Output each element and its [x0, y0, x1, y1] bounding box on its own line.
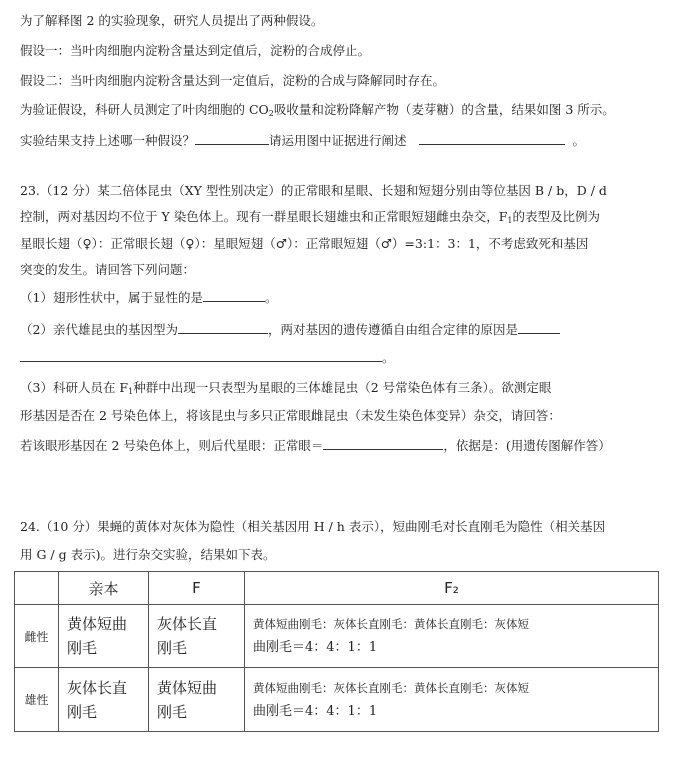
question-text: 实验结果支持上述哪一种假设？ — [20, 133, 196, 148]
hypothesis-one: 假设一：当叶肉细胞内淀粉含量达到定值后，淀粉的合成停止。 — [20, 43, 371, 58]
hypothesis-two: 假设二：当叶肉细胞内淀粉含量达到一定值后，淀粉的合成与降解同时存在。 — [20, 73, 446, 88]
cell-line: 黄体短曲刚毛：灰体长直刚毛：黄体长直刚毛：灰体短 — [253, 680, 529, 695]
table-row — [15, 668, 659, 732]
q24-stem-line2: 用 G / g 表示)。进行杂交实验，结果如下表。 — [20, 547, 276, 562]
q23-part1 — [20, 288, 277, 306]
answer-blank-evidence[interactable] — [419, 131, 565, 145]
cell-parent — [59, 668, 149, 732]
table-header-row — [15, 572, 659, 605]
q23-stem-line2 — [20, 209, 600, 229]
cell-line: 刚毛 — [157, 639, 188, 657]
header-sex — [15, 572, 59, 605]
answer-blank-reason-continued[interactable] — [20, 348, 382, 362]
table-row — [15, 605, 659, 668]
cell-line: 黄体短曲 — [157, 678, 218, 697]
answer-blank-ratio[interactable] — [323, 436, 443, 450]
q23-part3-post: 种群中出现一只表型为星眼的三体雄昆虫（2 号常染色体有三条）。欲测定眼 — [133, 380, 552, 395]
cell-line: 刚毛 — [67, 702, 98, 721]
cell-line: 黄体短曲 — [67, 615, 128, 633]
cell-parent — [59, 605, 149, 668]
q23-part2-text: （2）亲代雄昆虫的基因型为 — [20, 322, 178, 337]
row-sex-female: 雌性 — [15, 605, 59, 668]
cross-results-table — [14, 571, 659, 732]
row-sex-male: 雄性 — [15, 668, 59, 732]
period: 。 — [264, 290, 278, 305]
period: 。 — [382, 350, 395, 365]
header-f1: F — [149, 572, 245, 605]
cell-line: 灰体长直 — [157, 615, 218, 633]
q23-part3-basis-text: ，依据是：(用遗传图解作答） — [443, 438, 611, 453]
q23-part3-ratio-text: 若该眼形基因在 2 号染色体上，则后代星眼：正常眼＝ — [20, 438, 324, 453]
answer-blank-genotype[interactable] — [178, 320, 268, 334]
cell-line: 刚毛 — [157, 702, 188, 721]
cell-line: 刚毛 — [67, 639, 98, 657]
cell-line: 黄体短曲刚毛：灰体长直刚毛：黄体长直刚毛：灰体短 — [253, 617, 529, 631]
q23-part2-reason-text: ，两对基因的遗传遵循自由组合定律的原因是 — [267, 322, 518, 337]
header-parent: 亲本 — [59, 572, 149, 605]
question-line — [20, 131, 585, 149]
intro-line: 为了解释图 2 的实验现象，研究人员提出了两种假设。 — [20, 13, 324, 28]
cell-f1 — [149, 605, 245, 668]
q23-part3-line3 — [20, 436, 611, 454]
q24-stem-line1: 24.（10 分）果蝇的黄体对灰体为隐性（相关基因用 H / h 表示），短曲刚毛对长直刚毛为隐性（相关基因 — [20, 519, 606, 534]
question-instruction: 请运用图中证据进行阐述 — [269, 133, 407, 148]
f1-subscript: 1 — [128, 387, 134, 396]
period: 。 — [572, 133, 586, 148]
verify-text-pre: 为验证假设，科研人员测定了叶肉细胞的 CO — [20, 102, 269, 117]
q23-part2-continuation — [20, 348, 395, 366]
answer-blank-hypothesis[interactable] — [195, 131, 269, 145]
cell-f1 — [149, 668, 245, 732]
q23-stem-line2-post: 的表型及比例为 — [512, 209, 600, 224]
verify-text-post: 吸收量和淀粉降解产物（麦芽糖）的含量，结果如图 3 所示。 — [273, 102, 615, 117]
q23-part3-pre: （3）科研人员在 F — [20, 380, 129, 395]
q23-part1-text: （1）翅形性状中，属于显性的是 — [20, 290, 203, 305]
q23-part3-line1 — [20, 380, 551, 400]
cell-line: 曲刚毛＝4：4：1：1 — [253, 703, 378, 719]
co2-subscript: 2 — [268, 109, 274, 118]
q23-part2 — [20, 320, 560, 338]
q23-stem-line2-pre: 控制，两对基因均不位于 Y 染色体上。现有一群星眼长翅雄虫和正常眼短翅雌虫杂交，F — [20, 209, 508, 224]
q23-stem-line1: 23.（12 分）某二倍体昆虫（XY 型性别决定）的正常眼和星眼、长翅和短翅分别由等位基因 B / b，D / d — [20, 183, 607, 198]
header-f2: F₂ — [245, 572, 659, 605]
q23-stem-line4: 突变的发生。请回答下列问题： — [20, 262, 196, 277]
cell-f2 — [245, 668, 659, 732]
q23-stem-line3: 星眼长翅（♀）：正常眼长翅（♀）：星眼短翅（♂）：正常眼短翅（♂）=3:1：3：1，不考虑致死和基因 — [20, 236, 589, 251]
verify-line — [20, 102, 615, 122]
cell-line: 灰体长直 — [67, 678, 128, 697]
cell-line: 曲刚毛＝4：4：1：1 — [253, 640, 378, 655]
f1-subscript: 1 — [507, 216, 513, 225]
q23-part3-line2: 形基因是否在 2 号染色体上，将该昆虫与多只正常眼雌昆虫（未发生染色体变异）杂交，请回答： — [20, 408, 561, 423]
answer-blank-reason[interactable] — [518, 320, 560, 334]
answer-blank-dominant-trait[interactable] — [203, 288, 265, 302]
cell-f2 — [245, 605, 659, 668]
